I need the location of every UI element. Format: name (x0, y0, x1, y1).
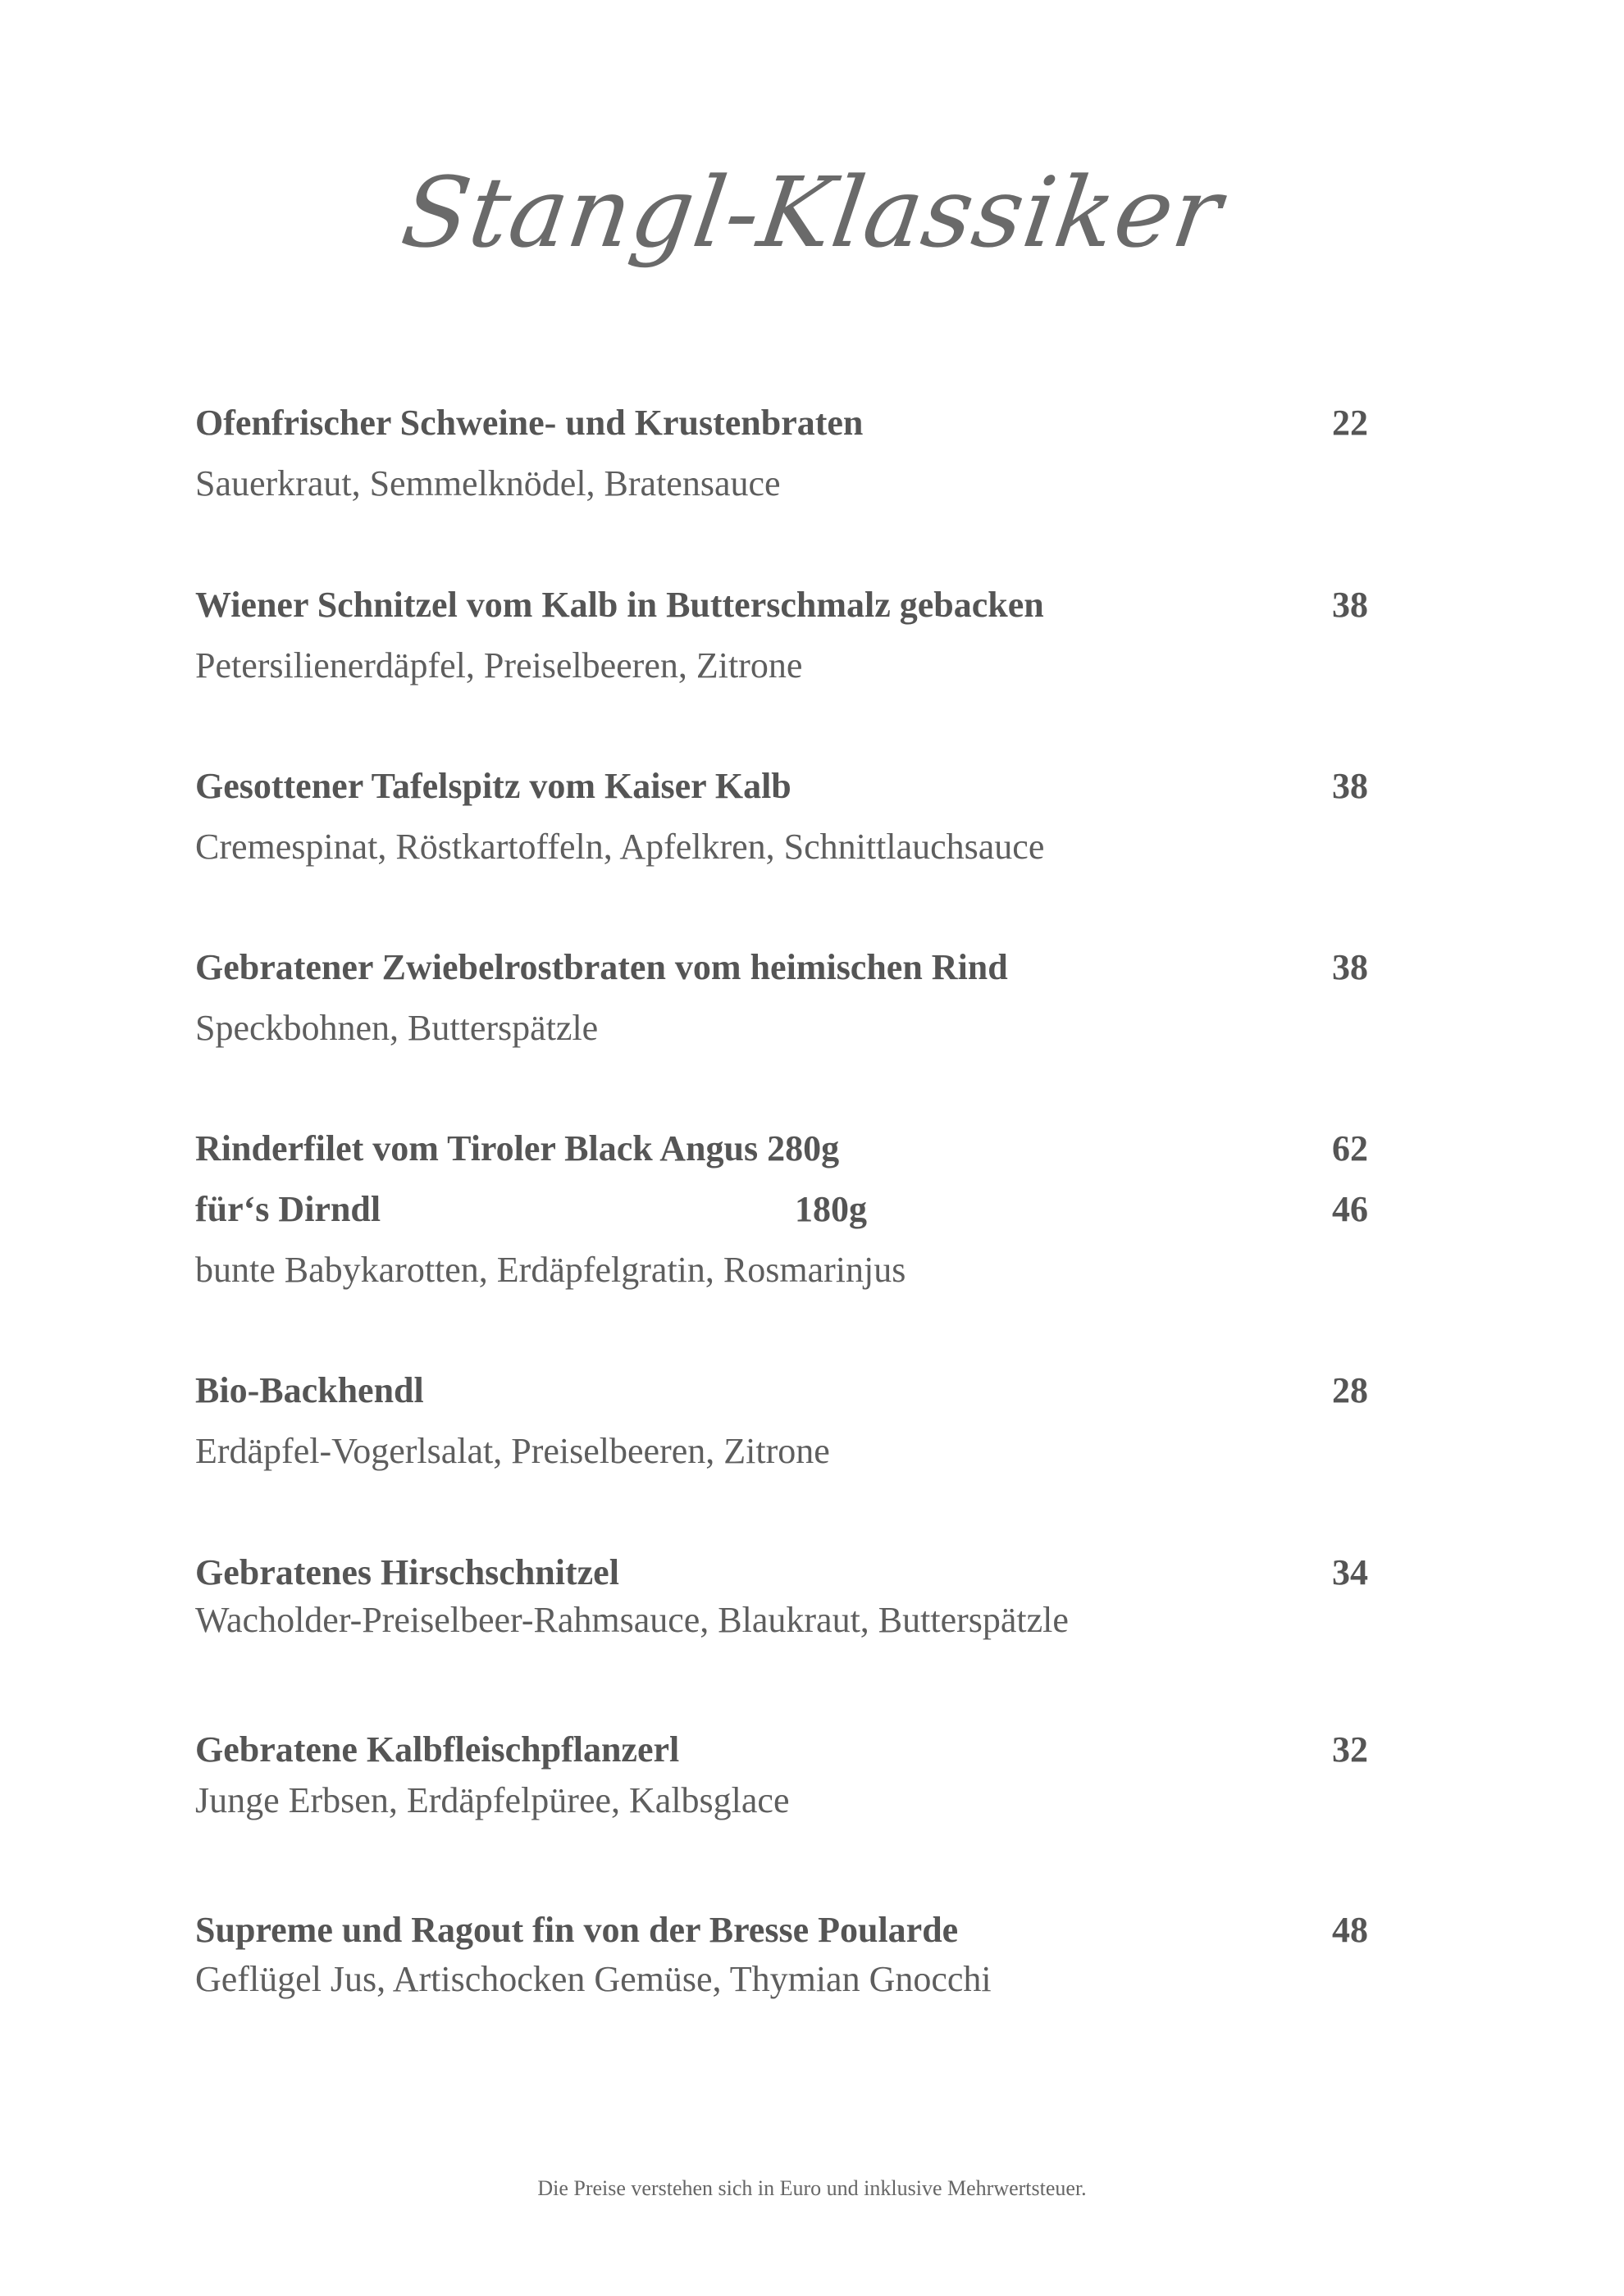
dish-price: 48 (1332, 1910, 1368, 1950)
menu-item (195, 1369, 1368, 1472)
dish-name: Rinderfilet vom Tiroler Black Angus 280g (195, 1128, 840, 1168)
dish-description: Sauerkraut, Semmelknödel, Bratensauce (195, 463, 781, 503)
dish-price: 38 (1332, 947, 1368, 987)
page-title: Stangl-Klassiker (395, 156, 1229, 269)
dish-price: 32 (1332, 1729, 1368, 1770)
dish-description: Junge Erbsen, Erdäpfelpüree, Kalbsglace (195, 1780, 790, 1820)
dish-price: 62 (1332, 1128, 1368, 1168)
dish-price: 34 (1332, 1552, 1368, 1592)
menu-item (195, 584, 1368, 686)
dish-description: bunte Babykarotten, Erdäpfelgratin, Rosmarinjus (195, 1250, 906, 1290)
dish-description: Wacholder-Preiselbeer-Rahmsauce, Blaukraut, Butterspätzle (195, 1600, 1069, 1640)
dish-sub-name: für‘s Dirndl (195, 1189, 381, 1229)
dish-description: Petersilienerdäpfel, Preiselbeeren, Zitrone (195, 645, 803, 686)
dish-description: Speckbohnen, Butterspätzle (195, 1008, 599, 1048)
dish-price: 38 (1332, 585, 1368, 625)
dish-price: 22 (1332, 403, 1368, 443)
menu-item (195, 946, 1368, 1049)
menu-item (195, 1551, 1368, 1641)
dish-name: Gebratener Zwiebelrostbraten vom heimischen Rind (195, 947, 1008, 987)
dish-sub-weight: 180g (795, 1189, 867, 1229)
dish-description: Erdäpfel-Vogerlsalat, Preiselbeeren, Zitrone (195, 1431, 830, 1471)
menu-item (195, 1909, 1368, 2000)
dish-name: Gesottener Tafelspitz vom Kaiser Kalb (195, 766, 791, 806)
dish-name: Wiener Schnitzel vom Kalb in Butterschmalz gebacken (195, 585, 1044, 625)
dish-name: Bio-Backhendl (195, 1370, 424, 1410)
dish-description: Geflügel Jus, Artischocken Gemüse, Thymian Gnocchi (195, 1959, 992, 1999)
dish-name: Gebratenes Hirschschnitzel (195, 1552, 619, 1592)
dish-name: Supreme und Ragout fin von der Bresse Poularde (195, 1910, 959, 1950)
dish-name: Ofenfrischer Schweine- und Krustenbraten (195, 403, 864, 443)
menu-item (195, 1729, 1368, 1821)
dish-price: 38 (1332, 766, 1368, 806)
menu-item (195, 402, 1368, 504)
menu-item (195, 765, 1368, 868)
dish-price: 28 (1332, 1370, 1368, 1410)
dish-name: Gebratene Kalbfleischpflanzerl (195, 1729, 680, 1770)
dish-description: Cremespinat, Röstkartoffeln, Apfelkren, Schnittlauchsauce (195, 827, 1045, 867)
dish-sub-price: 46 (1332, 1189, 1368, 1229)
menu-item (195, 1128, 1368, 1291)
price-disclaimer: Die Preise verstehen sich in Euro und inklusive Mehrwertsteuer. (537, 2176, 1087, 2200)
